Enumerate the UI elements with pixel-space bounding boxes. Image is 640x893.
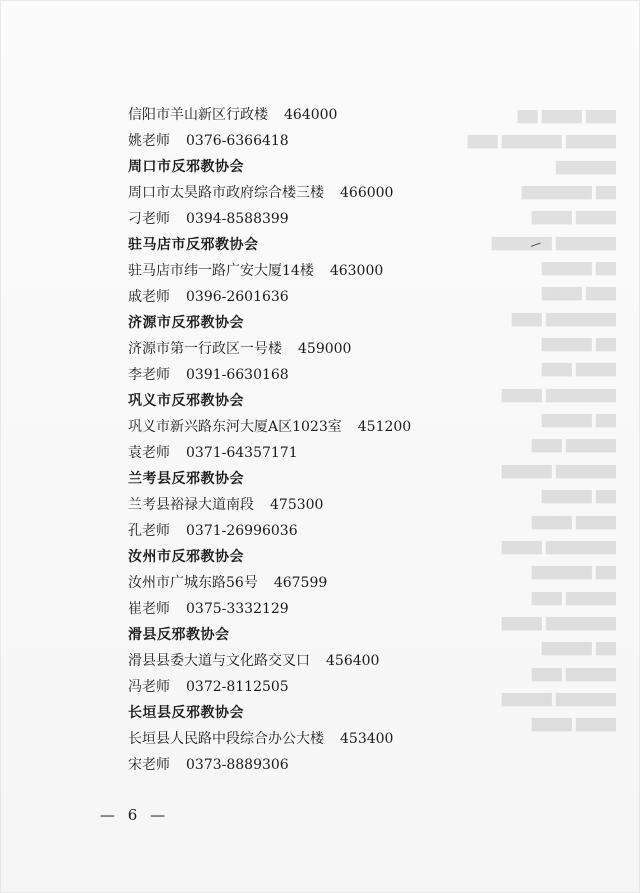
address-line xyxy=(128,258,598,284)
org-heading: 兰考县反邪教协会 xyxy=(128,471,244,487)
address-line xyxy=(128,180,598,206)
entry-zhoukou xyxy=(128,154,598,232)
address-line xyxy=(128,414,598,440)
phone-number: 0375-3332129 xyxy=(186,601,289,617)
address-text: 巩义市新兴路东河大厦A区1023室 xyxy=(128,419,342,435)
org-heading: 巩义市反邪教协会 xyxy=(128,393,244,409)
org-heading: 汝州市反邪教协会 xyxy=(128,549,244,565)
contact-list xyxy=(128,102,598,778)
page-number: — 6 — xyxy=(100,806,170,824)
contact-line xyxy=(128,206,598,232)
phone-number: 0373-8889306 xyxy=(186,757,289,773)
postcode: 451200 xyxy=(357,419,412,435)
org-heading: 长垣县反邪教协会 xyxy=(128,705,244,721)
entry-xinyang xyxy=(128,102,598,154)
contact-name: 姚老师 xyxy=(128,133,170,149)
contact-line xyxy=(128,440,598,466)
contact-line xyxy=(128,284,598,310)
postcode: 456400 xyxy=(326,653,380,669)
entry-gongyi xyxy=(128,388,598,466)
address-text: 兰考县裕禄大道南段 xyxy=(128,497,254,513)
phone-number: 0391-6630168 xyxy=(186,367,289,383)
org-heading: 周口市反邪教协会 xyxy=(128,159,244,175)
address-line xyxy=(128,726,598,752)
address-line xyxy=(128,102,598,128)
address-text: 济源市第一行政区一号楼 xyxy=(128,341,282,357)
address-text: 驻马店市纬一路广安大厦14楼 xyxy=(128,263,314,279)
entry-jiyuan xyxy=(128,310,598,388)
postcode: 464000 xyxy=(284,107,338,123)
address-text: 周口市太昊路市政府综合楼三楼 xyxy=(128,185,324,201)
org-heading: 济源市反邪教协会 xyxy=(128,315,244,331)
phone-number: 0371-26996036 xyxy=(186,523,298,539)
phone-number: 0371-64357171 xyxy=(186,445,298,461)
postcode: 463000 xyxy=(329,263,384,279)
address-line xyxy=(128,648,598,674)
entry-changyuan xyxy=(128,700,598,778)
contact-name: 孔老师 xyxy=(128,523,170,539)
contact-line xyxy=(128,362,598,388)
contact-name: 宋老师 xyxy=(128,757,170,773)
phone-number: 0376-6366418 xyxy=(186,133,289,149)
contact-name: 刁老师 xyxy=(128,211,170,227)
address-text: 长垣县人民路中段综合办公大楼 xyxy=(128,731,324,747)
contact-line xyxy=(128,596,598,622)
contact-name: 冯老师 xyxy=(128,679,170,695)
entry-zhumadian xyxy=(128,232,598,310)
postcode: 459000 xyxy=(298,341,352,357)
phone-number: 0396-2601636 xyxy=(186,289,289,305)
entry-lankao xyxy=(128,466,598,544)
contact-name: 崔老师 xyxy=(128,601,170,617)
entry-huaxian xyxy=(128,622,598,700)
entry-ruzhou xyxy=(128,544,598,622)
phone-number: 0394-8588399 xyxy=(186,211,289,227)
contact-line xyxy=(128,518,598,544)
phone-number: 0372-8112505 xyxy=(186,679,289,695)
org-heading: 滑县反邪教协会 xyxy=(128,627,230,643)
address-line xyxy=(128,336,598,362)
contact-name: 戚老师 xyxy=(128,289,170,305)
address-line xyxy=(128,492,598,518)
contact-name: 李老师 xyxy=(128,367,170,383)
address-text: 汝州市广城东路56号 xyxy=(128,575,258,591)
postcode: 466000 xyxy=(340,185,394,201)
postcode: 453400 xyxy=(340,731,394,747)
address-line xyxy=(128,570,598,596)
postcode: 467599 xyxy=(273,575,328,591)
address-text: 信阳市羊山新区行政楼 xyxy=(128,107,268,123)
address-text: 滑县县委大道与文化路交叉口 xyxy=(128,653,310,669)
contact-line xyxy=(128,752,598,778)
contact-line xyxy=(128,128,598,154)
org-heading: 驻马店市反邪教协会 xyxy=(128,237,259,253)
bleed-through-decoration: ▇▇▇ ▇▇▇▇ ▇▇ ▇▇▇▇▇ ▇▇▇▇▇▇ ▇▇▇ ▇▇▇▇▇▇ ▇▇ ▇▇▇▇▇▇▇ ▇▇▇▇ ▇▇▇▇ ▇▇▇▇▇▇ ▇▇▇▇▇▇ ▇▇ ▇▇▇▇▇ ▇▇▇ ▇▇▇▇ ▇▇▇▇▇▇▇ ▇▇▇ ▇▇ ▇▇▇▇▇ ▇▇▇▇ ▇▇▇ ▇▇▇▇▇▇▇ ▇▇▇▇ ▇▇ ▇▇▇▇▇ ▇▇▇▇▇ ▇▇▇ ▇▇▇▇▇▇ ▇▇▇▇▇ ▇▇ ▇▇▇▇▇ ▇▇▇▇ ▇▇▇▇ ▇▇▇▇▇▇▇ ▇▇▇▇ ▇▇ ▇▇▇▇▇▇ ▇▇▇▇▇ ▇▇▇ ▇▇▇▇▇▇▇ ▇▇▇▇ ▇▇ ▇▇▇▇▇ ▇▇▇▇▇ ▇▇▇ ▇▇▇▇▇▇ ▇▇▇▇▇ ▇▇▇▇ ▇▇▇▇ xyxy=(467,109,616,733)
postcode: 475300 xyxy=(270,497,324,513)
contact-name: 袁老师 xyxy=(128,445,170,461)
contact-line xyxy=(128,674,598,700)
